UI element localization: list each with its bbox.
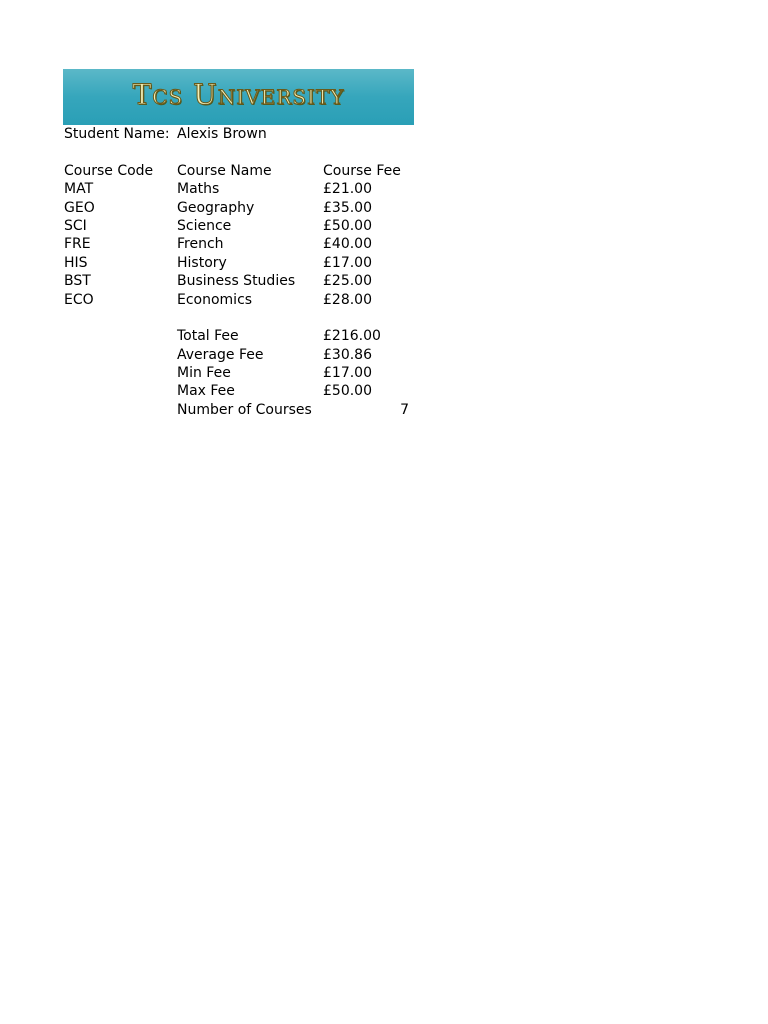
min-fee-value: £17.00 — [323, 365, 372, 382]
course-fee: £40.00 — [323, 236, 372, 253]
table-row — [63, 217, 415, 235]
total-fee-value: £216.00 — [323, 328, 381, 345]
summary-row-count — [63, 401, 415, 419]
student-name-label: Student Name: — [64, 126, 170, 142]
blank-row — [63, 309, 415, 327]
course-fee: £35.00 — [323, 199, 372, 216]
course-name: Science — [177, 217, 232, 234]
course-code: SCI — [64, 217, 87, 234]
course-count-value: 7 — [400, 401, 409, 418]
university-logo-banner — [63, 69, 414, 125]
course-code: MAT — [64, 181, 94, 198]
course-code: BST — [64, 273, 91, 290]
course-name: Geography — [177, 199, 255, 216]
total-fee-label: Total Fee — [177, 328, 239, 345]
table-row — [63, 272, 415, 290]
average-fee-value: £30.86 — [323, 346, 372, 363]
university-logo-text: Tcs University — [132, 78, 345, 111]
table-row — [63, 254, 415, 272]
course-fee: £21.00 — [323, 181, 372, 198]
course-code: FRE — [64, 236, 91, 253]
summary-row-average — [63, 346, 415, 364]
blank-row — [63, 143, 415, 161]
header-course-fee: Course Fee — [323, 162, 401, 179]
course-name: Economics — [177, 291, 253, 308]
course-code: HIS — [64, 254, 88, 271]
min-fee-label: Min Fee — [177, 365, 231, 382]
course-count-label: Number of Courses — [177, 401, 312, 418]
course-fee: £17.00 — [323, 254, 372, 271]
summary-row-total — [63, 327, 415, 345]
table-header-row — [63, 162, 415, 180]
table-row — [63, 180, 415, 198]
student-name-row — [63, 125, 415, 143]
table-row — [63, 235, 415, 253]
header-course-name: Course Name — [177, 162, 272, 179]
course-code: ECO — [64, 291, 94, 308]
student-name-value: Alexis Brown — [177, 126, 267, 142]
max-fee-value: £50.00 — [323, 383, 372, 400]
spreadsheet — [63, 69, 415, 419]
table-row — [63, 291, 415, 309]
table-row — [63, 199, 415, 217]
average-fee-label: Average Fee — [177, 346, 264, 363]
max-fee-label: Max Fee — [177, 383, 235, 400]
summary-row-max — [63, 382, 415, 400]
course-name: Maths — [177, 181, 220, 198]
summary-row-min — [63, 364, 415, 382]
course-code: GEO — [64, 199, 95, 216]
course-fee: £25.00 — [323, 273, 372, 290]
header-course-code: Course Code — [64, 162, 154, 179]
course-name: Business Studies — [177, 273, 296, 290]
course-name: History — [177, 254, 227, 271]
course-fee: £28.00 — [323, 291, 372, 308]
course-name: French — [177, 236, 224, 253]
course-fee: £50.00 — [323, 217, 372, 234]
